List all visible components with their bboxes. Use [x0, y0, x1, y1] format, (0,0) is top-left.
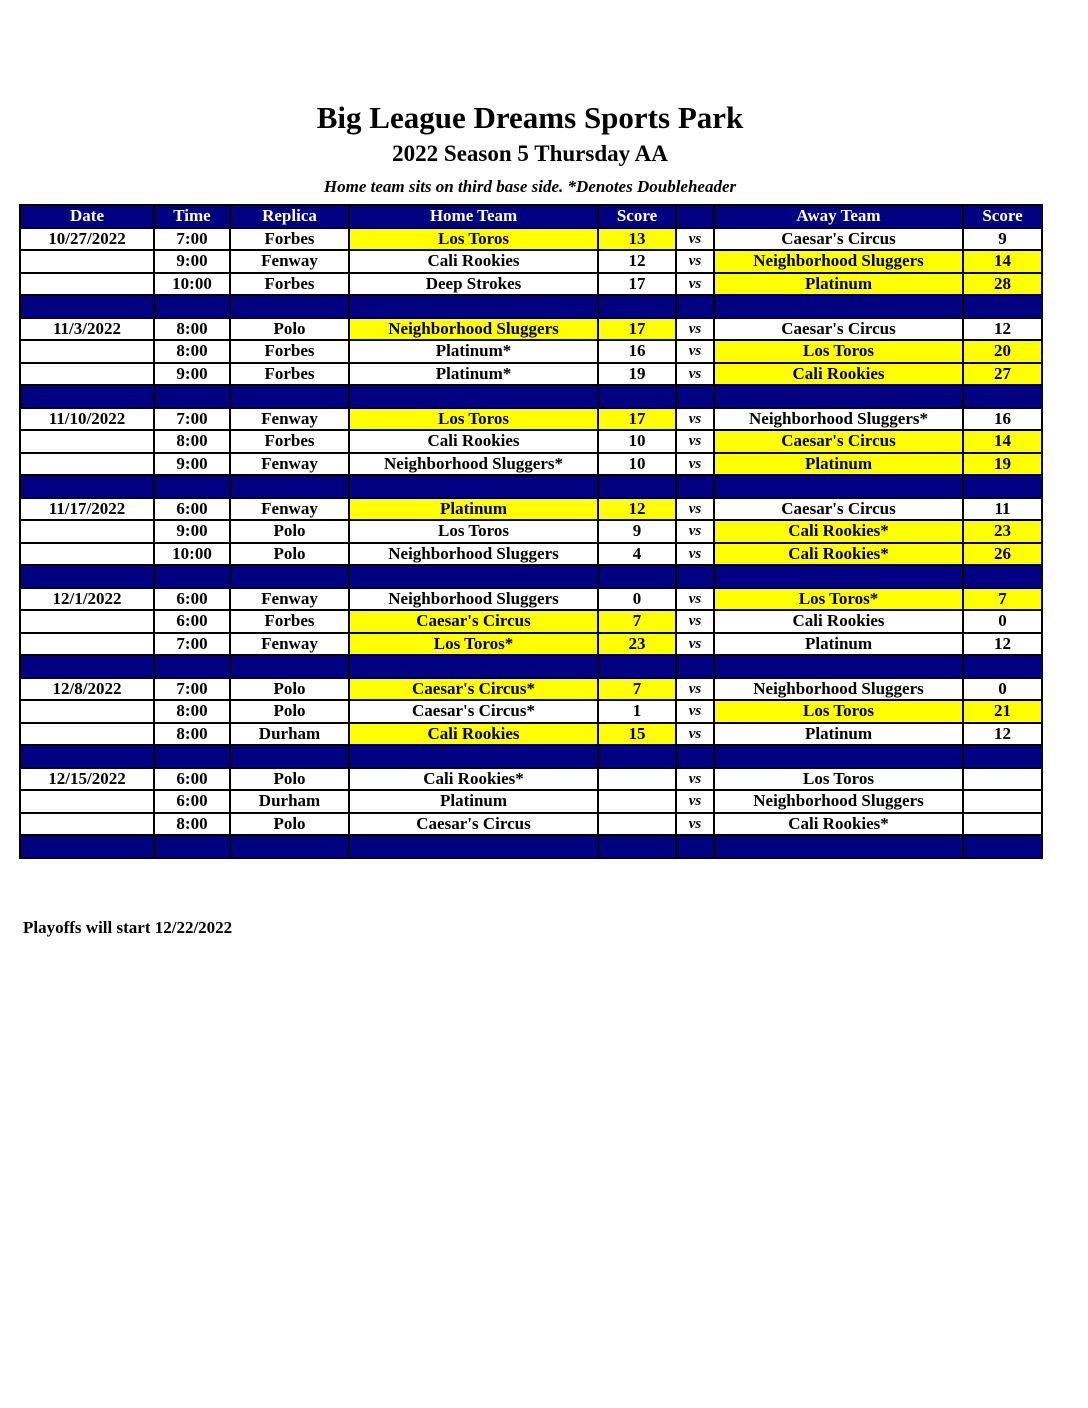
home-score-cell: 7 — [598, 678, 676, 701]
game-row — [20, 340, 1042, 363]
separator-cell — [20, 475, 154, 498]
time-cell: 9:00 — [154, 250, 230, 273]
schedule-table — [19, 204, 1043, 859]
field-cell: Durham — [230, 790, 349, 813]
separator-cell — [20, 745, 154, 768]
time-cell: 7:00 — [154, 678, 230, 701]
separator-cell — [230, 295, 349, 318]
home-team-cell: Caesar's Circus* — [349, 678, 598, 701]
column-header: Date — [20, 205, 154, 228]
home-score-cell: 0 — [598, 588, 676, 611]
home-score-cell: 1 — [598, 700, 676, 723]
separator-cell — [598, 295, 676, 318]
date-cell — [20, 430, 154, 453]
home-score-cell: 7 — [598, 610, 676, 633]
separator-row — [20, 295, 1042, 318]
column-header: Replica — [230, 205, 349, 228]
separator-row — [20, 745, 1042, 768]
time-cell: 6:00 — [154, 588, 230, 611]
separator-cell — [154, 655, 230, 678]
away-score-cell — [963, 790, 1042, 813]
game-row — [20, 768, 1042, 791]
field-cell: Fenway — [230, 588, 349, 611]
column-header: Score — [598, 205, 676, 228]
date-cell — [20, 723, 154, 746]
home-team-cell: Cali Rookies* — [349, 768, 598, 791]
time-cell: 8:00 — [154, 700, 230, 723]
away-score-cell: 21 — [963, 700, 1042, 723]
home-team-cell: Platinum — [349, 498, 598, 521]
vs-cell: vs — [676, 498, 714, 521]
home-team-cell: Cali Rookies — [349, 430, 598, 453]
home-score-cell: 19 — [598, 363, 676, 386]
game-row — [20, 543, 1042, 566]
home-score-cell: 9 — [598, 520, 676, 543]
date-cell — [20, 273, 154, 296]
vs-cell: vs — [676, 408, 714, 431]
separator-row — [20, 385, 1042, 408]
home-team-cell: Los Toros* — [349, 633, 598, 656]
separator-cell — [714, 655, 963, 678]
separator-cell — [963, 385, 1042, 408]
away-team-cell: Cali Rookies* — [714, 543, 963, 566]
away-score-cell: 27 — [963, 363, 1042, 386]
separator-cell — [20, 835, 154, 858]
date-cell — [20, 700, 154, 723]
home-score-cell: 23 — [598, 633, 676, 656]
time-cell: 9:00 — [154, 363, 230, 386]
separator-row — [20, 475, 1042, 498]
home-score-cell: 10 — [598, 453, 676, 476]
time-cell: 7:00 — [154, 633, 230, 656]
time-cell: 8:00 — [154, 318, 230, 341]
game-row — [20, 408, 1042, 431]
separator-cell — [230, 565, 349, 588]
separator-cell — [963, 655, 1042, 678]
away-score-cell — [963, 768, 1042, 791]
home-team-cell: Neighborhood Sluggers — [349, 543, 598, 566]
field-cell: Forbes — [230, 340, 349, 363]
away-team-cell: Cali Rookies* — [714, 813, 963, 836]
away-team-cell: Cali Rookies — [714, 363, 963, 386]
separator-cell — [20, 655, 154, 678]
vs-cell: vs — [676, 363, 714, 386]
home-score-cell: 17 — [598, 318, 676, 341]
page-title: Big League Dreams Sports Park — [316, 100, 744, 135]
date-cell — [20, 813, 154, 836]
home-team-cell: Caesar's Circus — [349, 610, 598, 633]
separator-cell — [349, 745, 598, 768]
time-cell: 9:00 — [154, 520, 230, 543]
away-score-cell: 26 — [963, 543, 1042, 566]
away-team-cell: Caesar's Circus — [714, 430, 963, 453]
home-score-cell: 4 — [598, 543, 676, 566]
away-score-cell: 12 — [963, 633, 1042, 656]
separator-cell — [676, 835, 714, 858]
separator-cell — [154, 475, 230, 498]
date-cell — [20, 453, 154, 476]
game-row — [20, 250, 1042, 273]
away-score-cell: 12 — [963, 318, 1042, 341]
separator-cell — [714, 385, 963, 408]
date-cell: 11/17/2022 — [20, 498, 154, 521]
separator-cell — [230, 745, 349, 768]
away-team-cell: Cali Rookies — [714, 610, 963, 633]
separator-cell — [714, 295, 963, 318]
vs-cell: vs — [676, 610, 714, 633]
away-team-cell: Platinum — [714, 453, 963, 476]
date-cell — [20, 790, 154, 813]
separator-cell — [20, 385, 154, 408]
separator-cell — [714, 565, 963, 588]
date-cell — [20, 250, 154, 273]
column-header: Away Team — [714, 205, 963, 228]
separator-cell — [676, 745, 714, 768]
home-score-cell: 17 — [598, 408, 676, 431]
separator-cell — [598, 835, 676, 858]
away-team-cell: Los Toros — [714, 340, 963, 363]
time-cell: 8:00 — [154, 430, 230, 453]
separator-cell — [714, 835, 963, 858]
date-cell: 12/15/2022 — [20, 768, 154, 791]
date-cell: 12/1/2022 — [20, 588, 154, 611]
separator-cell — [230, 655, 349, 678]
away-score-cell: 28 — [963, 273, 1042, 296]
away-team-cell: Neighborhood Sluggers* — [714, 408, 963, 431]
home-team-cell: Platinum* — [349, 340, 598, 363]
field-cell: Fenway — [230, 408, 349, 431]
vs-cell: vs — [676, 723, 714, 746]
home-team-cell: Neighborhood Sluggers — [349, 588, 598, 611]
game-row — [20, 700, 1042, 723]
home-team-cell: Neighborhood Sluggers — [349, 318, 598, 341]
separator-cell — [230, 385, 349, 408]
date-cell: 12/8/2022 — [20, 678, 154, 701]
away-score-cell: 16 — [963, 408, 1042, 431]
home-team-cell: Caesar's Circus — [349, 813, 598, 836]
separator-cell — [349, 295, 598, 318]
home-team-cell: Los Toros — [349, 408, 598, 431]
time-cell: 9:00 — [154, 453, 230, 476]
separator-cell — [349, 385, 598, 408]
time-cell: 8:00 — [154, 340, 230, 363]
separator-cell — [349, 475, 598, 498]
separator-cell — [598, 655, 676, 678]
home-score-cell: 15 — [598, 723, 676, 746]
separator-cell — [154, 565, 230, 588]
away-score-cell: 7 — [963, 588, 1042, 611]
home-score-cell: 16 — [598, 340, 676, 363]
vs-cell: vs — [676, 430, 714, 453]
separator-cell — [963, 745, 1042, 768]
away-score-cell: 11 — [963, 498, 1042, 521]
field-cell: Fenway — [230, 498, 349, 521]
game-row — [20, 363, 1042, 386]
game-row — [20, 723, 1042, 746]
separator-cell — [154, 295, 230, 318]
date-cell — [20, 520, 154, 543]
vs-cell: vs — [676, 318, 714, 341]
vs-cell: vs — [676, 453, 714, 476]
separator-cell — [963, 475, 1042, 498]
time-cell: 8:00 — [154, 813, 230, 836]
date-cell — [20, 363, 154, 386]
column-header: Score — [963, 205, 1042, 228]
field-cell: Polo — [230, 700, 349, 723]
field-cell: Fenway — [230, 633, 349, 656]
away-team-cell: Platinum — [714, 633, 963, 656]
separator-cell — [676, 475, 714, 498]
separator-cell — [598, 475, 676, 498]
game-row — [20, 633, 1042, 656]
home-score-cell: 13 — [598, 228, 676, 251]
game-row — [20, 588, 1042, 611]
game-row — [20, 273, 1042, 296]
home-team-cell: Los Toros — [349, 520, 598, 543]
column-header: Time — [154, 205, 230, 228]
away-score-cell: 23 — [963, 520, 1042, 543]
away-team-cell: Los Toros — [714, 768, 963, 791]
time-cell: 7:00 — [154, 228, 230, 251]
column-header — [676, 205, 714, 228]
separator-row — [20, 655, 1042, 678]
home-team-cell: Neighborhood Sluggers* — [349, 453, 598, 476]
field-cell: Polo — [230, 678, 349, 701]
separator-cell — [20, 565, 154, 588]
vs-cell: vs — [676, 588, 714, 611]
separator-cell — [676, 385, 714, 408]
column-header: Home Team — [349, 205, 598, 228]
date-cell — [20, 633, 154, 656]
separator-cell — [20, 295, 154, 318]
field-cell: Fenway — [230, 453, 349, 476]
separator-cell — [154, 835, 230, 858]
game-row — [20, 813, 1042, 836]
time-cell: 10:00 — [154, 543, 230, 566]
field-cell: Forbes — [230, 363, 349, 386]
away-team-cell: Neighborhood Sluggers — [714, 250, 963, 273]
field-cell: Polo — [230, 520, 349, 543]
home-team-cell: Cali Rookies — [349, 723, 598, 746]
vs-cell: vs — [676, 228, 714, 251]
field-cell: Polo — [230, 768, 349, 791]
separator-cell — [349, 655, 598, 678]
away-team-cell: Platinum — [714, 273, 963, 296]
away-team-cell: Caesar's Circus — [714, 228, 963, 251]
home-team-cell: Caesar's Circus* — [349, 700, 598, 723]
separator-cell — [598, 565, 676, 588]
game-row — [20, 678, 1042, 701]
separator-cell — [963, 565, 1042, 588]
vs-cell: vs — [676, 520, 714, 543]
separator-cell — [230, 835, 349, 858]
page-subtitle: 2022 Season 5 Thursday AA — [392, 141, 668, 166]
separator-cell — [598, 745, 676, 768]
vs-cell: vs — [676, 543, 714, 566]
separator-cell — [714, 475, 963, 498]
away-score-cell: 19 — [963, 453, 1042, 476]
away-score-cell: 14 — [963, 430, 1042, 453]
game-row — [20, 430, 1042, 453]
home-team-cell: Los Toros — [349, 228, 598, 251]
vs-cell: vs — [676, 633, 714, 656]
away-score-cell: 0 — [963, 678, 1042, 701]
away-team-cell: Caesar's Circus — [714, 498, 963, 521]
home-score-cell — [598, 813, 676, 836]
away-team-cell: Neighborhood Sluggers — [714, 790, 963, 813]
date-cell — [20, 340, 154, 363]
separator-cell — [598, 385, 676, 408]
away-team-cell: Cali Rookies* — [714, 520, 963, 543]
field-cell: Forbes — [230, 228, 349, 251]
header-row — [20, 205, 1042, 228]
separator-cell — [963, 295, 1042, 318]
field-cell: Polo — [230, 318, 349, 341]
game-row — [20, 318, 1042, 341]
date-cell: 11/10/2022 — [20, 408, 154, 431]
away-team-cell: Platinum — [714, 723, 963, 746]
vs-cell: vs — [676, 768, 714, 791]
away-score-cell — [963, 813, 1042, 836]
vs-cell: vs — [676, 678, 714, 701]
footer-note: Playoffs will start 12/22/2022 — [23, 918, 233, 937]
field-cell: Forbes — [230, 430, 349, 453]
separator-cell — [349, 565, 598, 588]
home-team-cell: Cali Rookies — [349, 250, 598, 273]
separator-cell — [230, 475, 349, 498]
game-row — [20, 228, 1042, 251]
vs-cell: vs — [676, 340, 714, 363]
vs-cell: vs — [676, 813, 714, 836]
away-score-cell: 20 — [963, 340, 1042, 363]
time-cell: 6:00 — [154, 768, 230, 791]
field-cell: Durham — [230, 723, 349, 746]
time-cell: 10:00 — [154, 273, 230, 296]
date-cell — [20, 543, 154, 566]
time-cell: 8:00 — [154, 723, 230, 746]
time-cell: 6:00 — [154, 610, 230, 633]
home-score-cell — [598, 790, 676, 813]
vs-cell: vs — [676, 273, 714, 296]
home-score-cell: 12 — [598, 250, 676, 273]
separator-row — [20, 565, 1042, 588]
game-row — [20, 520, 1042, 543]
game-row — [20, 610, 1042, 633]
field-cell: Polo — [230, 813, 349, 836]
time-cell: 7:00 — [154, 408, 230, 431]
separator-cell — [714, 745, 963, 768]
separator-cell — [676, 565, 714, 588]
home-score-cell: 10 — [598, 430, 676, 453]
vs-cell: vs — [676, 250, 714, 273]
home-score-cell: 12 — [598, 498, 676, 521]
home-team-cell: Deep Strokes — [349, 273, 598, 296]
separator-cell — [349, 835, 598, 858]
away-score-cell: 0 — [963, 610, 1042, 633]
game-row — [20, 453, 1042, 476]
home-team-cell: Platinum — [349, 790, 598, 813]
separator-cell — [154, 385, 230, 408]
home-score-cell — [598, 768, 676, 791]
game-row — [20, 790, 1042, 813]
away-team-cell: Neighborhood Sluggers — [714, 678, 963, 701]
field-cell: Fenway — [230, 250, 349, 273]
away-team-cell: Caesar's Circus — [714, 318, 963, 341]
home-team-cell: Platinum* — [349, 363, 598, 386]
away-team-cell: Los Toros — [714, 700, 963, 723]
away-team-cell: Los Toros* — [714, 588, 963, 611]
time-cell: 6:00 — [154, 790, 230, 813]
separator-cell — [676, 295, 714, 318]
separator-cell — [963, 835, 1042, 858]
date-cell: 10/27/2022 — [20, 228, 154, 251]
game-row — [20, 498, 1042, 521]
home-score-cell: 17 — [598, 273, 676, 296]
vs-cell: vs — [676, 700, 714, 723]
away-score-cell: 9 — [963, 228, 1042, 251]
schedule-note: Home team sits on third base side. *Denotes Doubleheader — [323, 177, 737, 196]
separator-row — [20, 835, 1042, 858]
separator-cell — [676, 655, 714, 678]
vs-cell: vs — [676, 790, 714, 813]
field-cell: Polo — [230, 543, 349, 566]
away-score-cell: 14 — [963, 250, 1042, 273]
separator-cell — [154, 745, 230, 768]
date-cell — [20, 610, 154, 633]
time-cell: 6:00 — [154, 498, 230, 521]
field-cell: Forbes — [230, 273, 349, 296]
field-cell: Forbes — [230, 610, 349, 633]
date-cell: 11/3/2022 — [20, 318, 154, 341]
away-score-cell: 12 — [963, 723, 1042, 746]
